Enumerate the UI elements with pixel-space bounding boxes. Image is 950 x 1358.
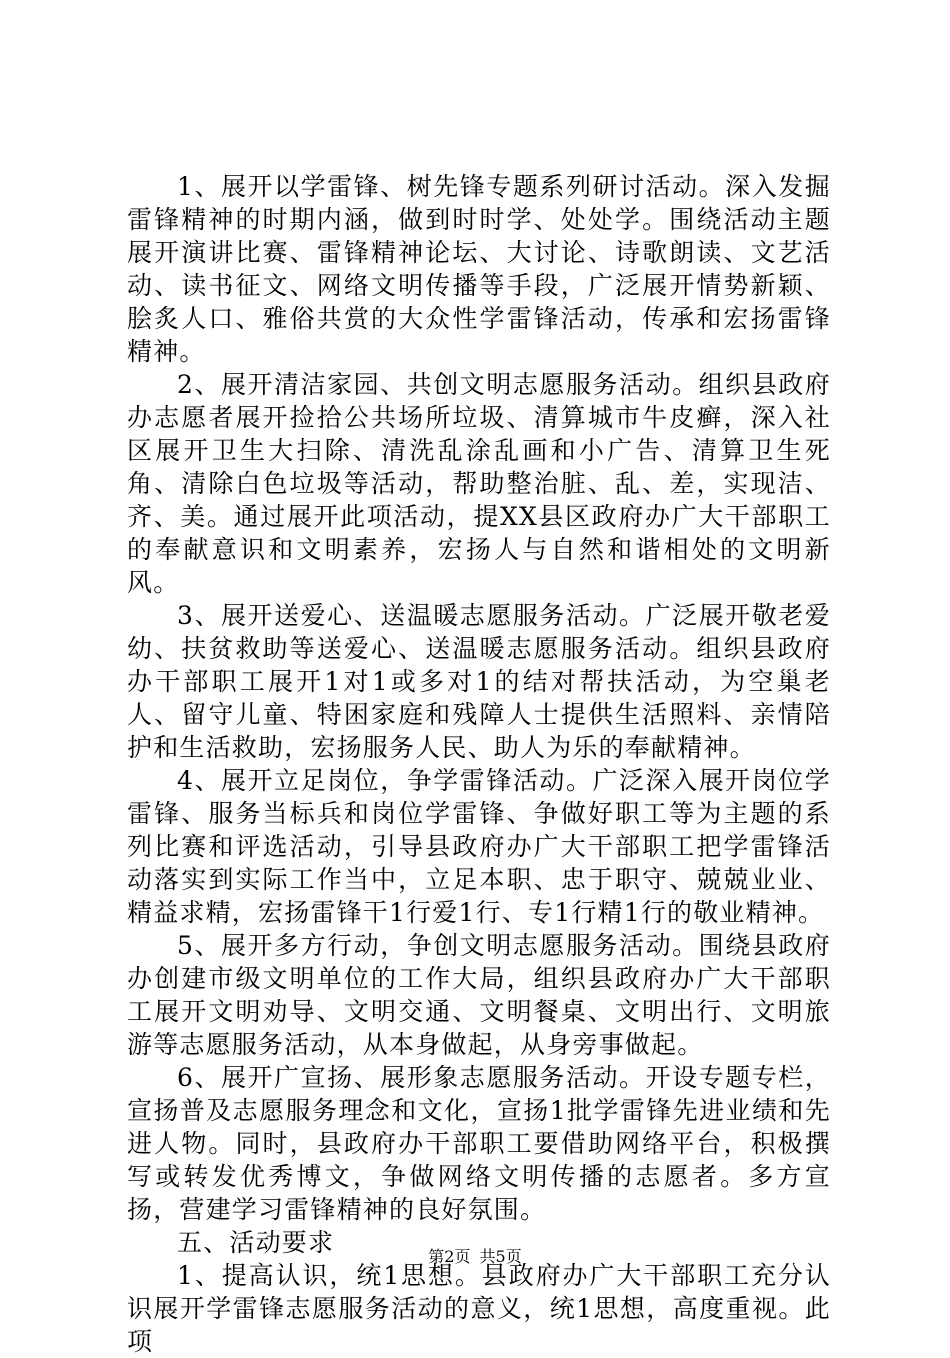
- page-total: 共5页: [479, 1247, 522, 1266]
- paragraph-6: 6、展开广宣扬、展形象志愿服务活动。开设专题专栏，宣扬普及志愿服务理念和文化，宣扬1批学雷锋先进业绩和先进人物。同时，县政府办干部职工要借助网络平台，积极撰写或转发优秀博文，争做网络文明传播的志愿者。多方宣扬，营建学习雷锋精神的良好氛围。: [127, 1063, 831, 1224]
- page-footer: [0, 1244, 950, 1267]
- page-number: 第2页: [428, 1247, 471, 1266]
- paragraph-7: 1、提高认识，统1思想。县政府办广大干部职工充分认识展开学雷锋志愿服务活动的意义，统1思想，高度重视。此项: [127, 1261, 831, 1356]
- paragraph-3: 3、展开送爱心、送温暖志愿服务活动。广泛展开敬老爱幼、扶贫救助等送爱心、送温暖志愿服务活动。组织县政府办干部职工展开1对1或多对1的结对帮扶活动，为空巢老人、留守儿童、特困家庭和残障人士提供生活照料、亲情陪护和生活救助，宏扬服务人民、助人为乐的奉献精神。: [127, 601, 831, 762]
- paragraph-4: 4、展开立足岗位，争学雷锋活动。广泛深入展开岗位学雷锋、服务当标兵和岗位学雷锋、争做好职工等为主题的系列比赛和评选活动，引导县政府办广大干部职工把学雷锋活动落实到实际工作当中，立足本职、忠于职守、兢兢业业、精益求精，宏扬雷锋干1行爱1行、专1行精1行的敬业精神。: [127, 766, 831, 927]
- document-body: [127, 170, 831, 1358]
- paragraph-2: 2、展开清洁家园、共创文明志愿服务活动。组织县政府办志愿者展开捡拾公共场所垃圾、清算城市牛皮癣，深入社区展开卫生大扫除、清洗乱涂乱画和小广告、清算卫生死角、清除白色垃圾等活动，帮助整治脏、乱、差，实现洁、齐、美。通过展开此项活动，提XX县区政府办广大干部职工的奉献意识和文明素养，宏扬人与自然和谐相处的文明新风。: [127, 370, 831, 597]
- paragraph-1: 1、展开以学雷锋、树先锋专题系列研讨活动。深入发掘雷锋精神的时期内涵，做到时时学、处处学。围绕活动主题展开演讲比赛、雷锋精神论坛、大讨论、诗歌朗读、文艺活动、读书征文、网络文明传播等手段，广泛展开情势新颖、脍炙人口、雅俗共赏的大众性学雷锋活动，传承和宏扬雷锋精神。: [127, 172, 831, 366]
- paragraph-5: 5、展开多方行动，争创文明志愿服务活动。围绕县政府办创建市级文明单位的工作大局，组织县政府办广大干部职工展开文明劝导、文明交通、文明餐桌、文明出行、文明旅游等志愿服务活动，从本身做起，从身旁事做起。: [127, 931, 831, 1059]
- section-heading-requirements: 五、活动要求: [177, 1228, 335, 1257]
